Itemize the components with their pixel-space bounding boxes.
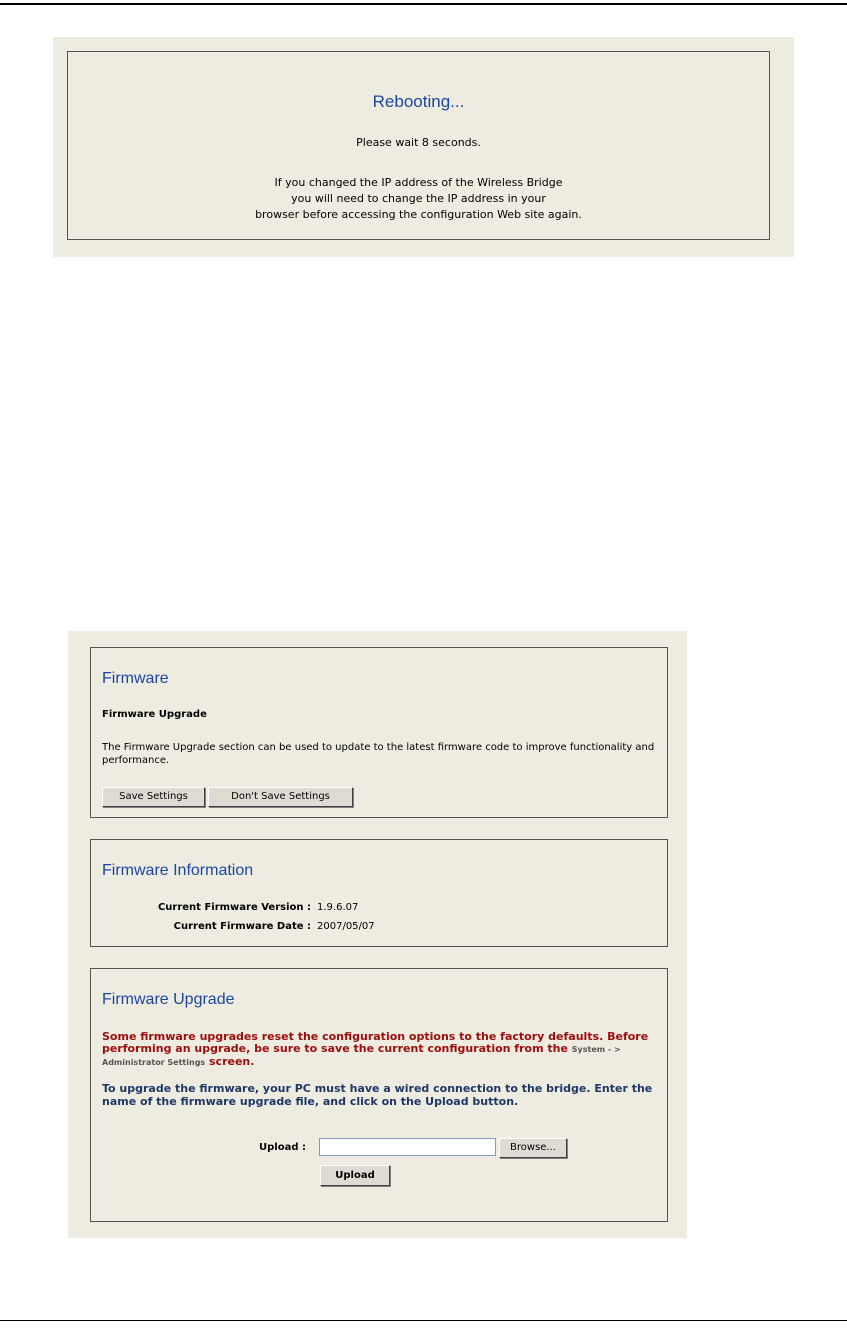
rebooting-title: Rebooting... [372, 92, 465, 111]
firmware-date-row [91, 921, 669, 935]
firmware-description: The Firmware Upgrade section can be used to update to the latest firmware code to improve functionality and performance. [102, 742, 655, 766]
firmware-screenshot [68, 631, 687, 1238]
warning-text-end: screen. [205, 1055, 255, 1068]
rebooting-screenshot [53, 37, 794, 257]
firmware-panel [90, 647, 668, 818]
firmware-information-title: Firmware Information [102, 862, 254, 879]
firmware-version-value: 1.9.6.07 [317, 902, 359, 913]
ip-message-line-1: If you changed the IP address of the Wireless Bridge [274, 176, 563, 189]
browse-button[interactable]: Browse... [499, 1138, 567, 1158]
firmware-version-row [91, 902, 669, 916]
firmware-version-label: Current Firmware Version : [157, 902, 311, 913]
ip-message-line-2: you will need to change the IP address in your [291, 192, 546, 205]
firmware-date-value: 2007/05/07 [317, 921, 375, 932]
top-rule [0, 3, 847, 5]
upload-button[interactable]: Upload [320, 1165, 390, 1186]
wired-connection-note: To upgrade the firmware, your PC must have a wired connection to the bridge. Enter the name of the firmware upgrade file, and click on the Upload button. [102, 1082, 653, 1108]
ip-message-line-3: browser before accessing the configuration Web site again. [255, 208, 582, 221]
wait-message: Please wait 8 seconds. [356, 136, 481, 149]
upload-label: Upload : [259, 1142, 306, 1153]
firmware-subtitle: Firmware Upgrade [102, 709, 207, 720]
firmware-upgrade-panel [90, 968, 668, 1222]
firmware-date-label: Current Firmware Date : [173, 921, 311, 932]
firmware-information-panel [90, 839, 668, 947]
bottom-rule [0, 1320, 847, 1321]
dont-save-settings-button[interactable]: Don't Save Settings [208, 787, 353, 807]
upload-file-input[interactable] [319, 1138, 496, 1156]
firmware-upgrade-title: Firmware Upgrade [102, 991, 235, 1008]
save-settings-button[interactable]: Save Settings [102, 787, 205, 807]
warning-text: Some firmware upgrades reset the configuration options to the factory defaults. Before performing an upgrade, be sure to save the current configuration from the [102, 1030, 649, 1055]
firmware-title: Firmware [102, 670, 169, 687]
ip-change-message [68, 175, 769, 223]
factory-defaults-warning [102, 1031, 662, 1069]
system-admin-settings-link[interactable]: System - > Administrator Settings [102, 1045, 621, 1067]
rebooting-panel [67, 51, 770, 240]
